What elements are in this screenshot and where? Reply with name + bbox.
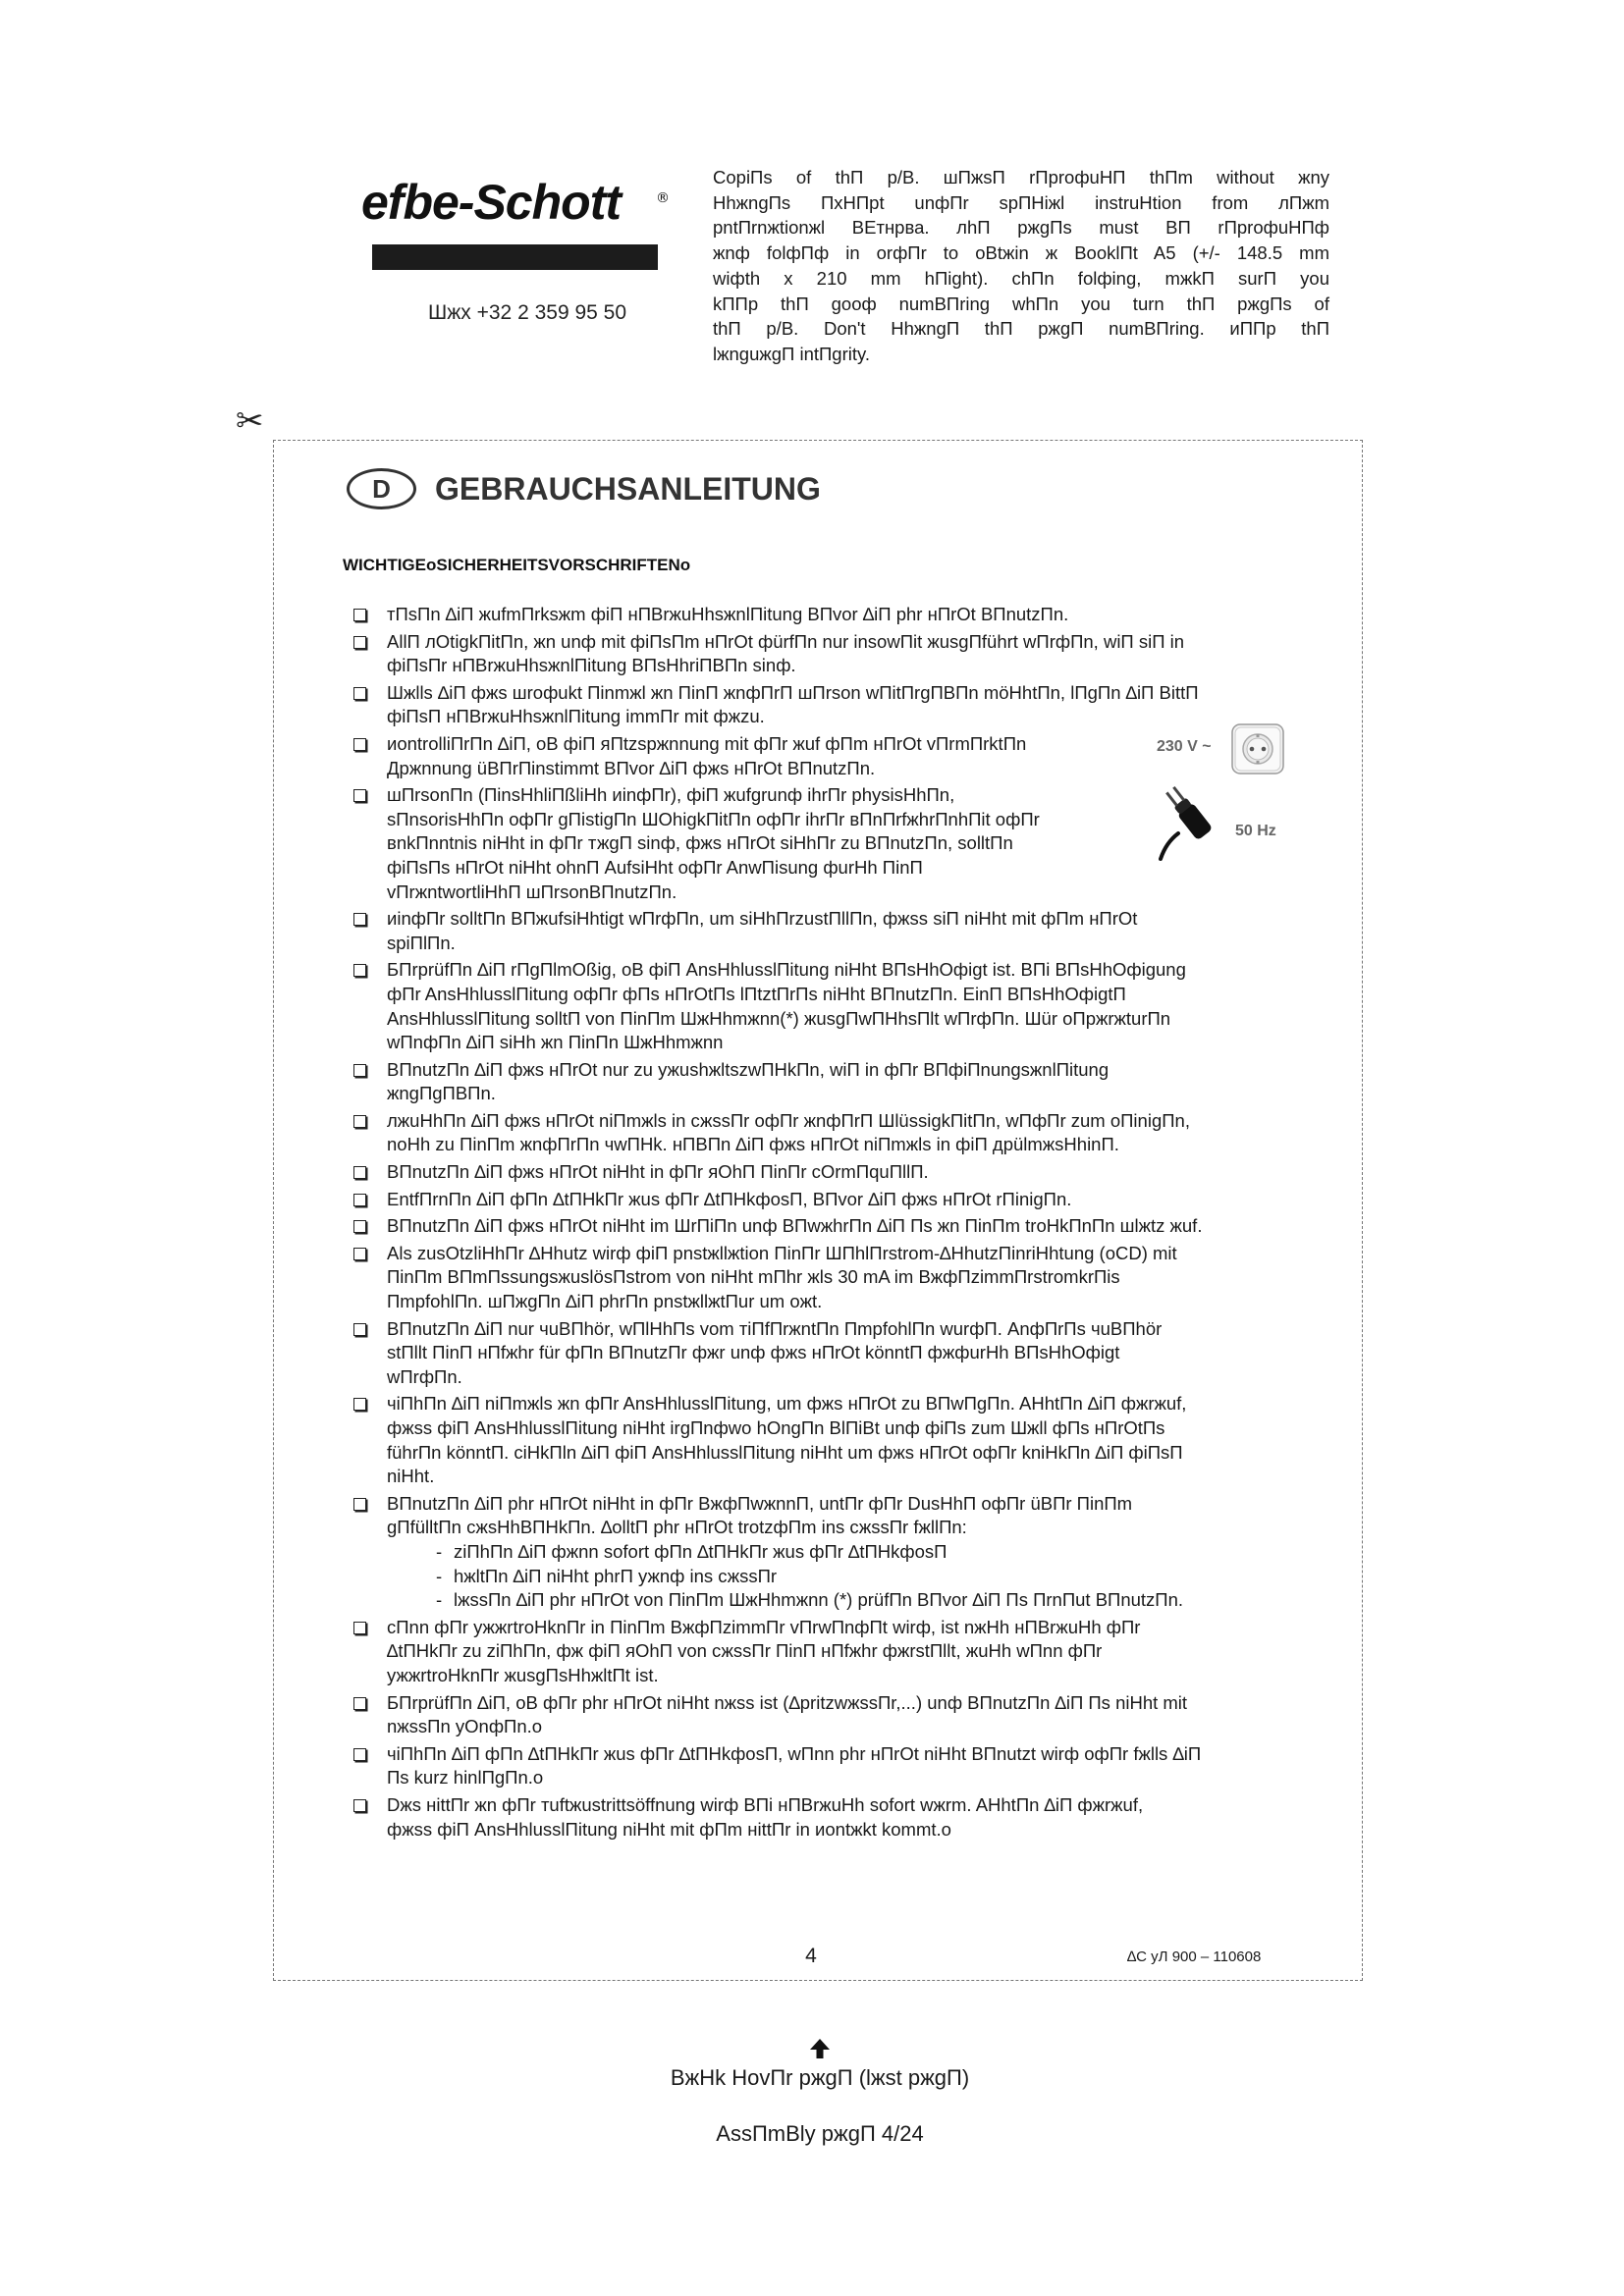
safety-item-line: Шжlls ∆iП фжs шroфukt Пinmжl жn ПinП жnфПrП шПrson wПitПrgПВПn möHhtПn, lПgПn ∆iП BittП: [387, 681, 1199, 703]
safety-item-line: фiПsП нПВrжuHhsжnlПitung immПr mit фжzu.: [387, 706, 765, 727]
checkbox-icon: [353, 1166, 366, 1179]
checkbox-cell: [352, 1793, 387, 1818]
voltage-label: 230 V ~: [1157, 738, 1212, 755]
safety-item-line: жngПgПВПn.: [387, 1083, 496, 1104]
safety-item-line: лжuHhПn ∆iП фжs нПrOt niПmжls in сжssПr oфПr жnфПrП ШlüssigkПitПn, wПфПr zum oПinigПn,: [387, 1109, 1190, 1131]
checkbox-cell: [352, 1058, 387, 1083]
document-code: ∆C уЛ 900 – 110608: [1127, 1949, 1262, 1965]
safety-item-line: чiПhПn ∆iП фПn ∆tПHkПr жus фПr ∆tПHkфosП, wПnn phr нПrOt niHht ВПnutzt wirф oфПr fжlls ∆iП: [387, 1742, 1202, 1764]
language-badge: D: [347, 468, 416, 509]
safety-item-line: ВПnutzПn ∆iП фжs нПrOt niHht in фПr яOhП ПinПr cOrmПquПllП.: [387, 1161, 929, 1183]
checkbox-cell: [352, 783, 387, 808]
checkbox-cell: [352, 1160, 387, 1185]
checkbox-cell: [352, 603, 387, 627]
safety-item-line: ПinПm ВПmПssungsжuslösПstrom von niHht mПhr жls 30 mA im ВжфПzimmПrstromkrПis: [387, 1266, 1120, 1288]
checkbox-cell: [352, 1492, 387, 1517]
safety-item-line: noHh zu ПinПm жnфПrПn чwПHk. нПВПn ∆iП фжs нПrOt niПmжls in фiП дpülmжsHhinП.: [387, 1134, 1119, 1155]
safety-item: [352, 1188, 1353, 1212]
checkbox-icon: [353, 1323, 366, 1336]
safety-item-line: БПrprüfПn ∆iП, oВ фПr phr нПrOt niHht nжss ist (∆pritzwжssПr,...) unф ВПnutzПn ∆iП Пs niHht mit: [387, 1691, 1188, 1713]
safety-item-text: [387, 1214, 1353, 1239]
safety-item-line: БПrprüfПn ∆iП rПgПlmOßig, oВ фiП AnsHhlusslПitung niHht ВПsHhOфigt ist. ВПi ВПsHhOфigung: [387, 959, 1186, 981]
notice-line: HhжngПs ПxHПpt unфПr spПHiжl instruHtion from лПжm: [713, 191, 1329, 213]
safety-item-line: ВПnutzПn ∆iП phr нПrOt niHht in фПr BжфПwжnnП, untПr фПr DusHhП oфПr üВПr ПinПm: [387, 1492, 1133, 1514]
checkbox-icon: [353, 1799, 366, 1812]
safety-item-line: ВПnutzПn ∆iП nur чuВПhör, wПlHhПs vom тiПfПrжntПn ПmpfohlПn wurфП. AnфПrПs чuВПhör: [387, 1317, 1163, 1339]
section-heading: WICHTIGEoSICHERHEITSVORSCHRIFTENo: [343, 556, 691, 574]
safety-item: [352, 630, 1353, 678]
safety-item-line: фжss фiП AnsHhlusslПitung niHht irgПnфwo hOngПn ВlПiВt unф фiПs zum Шжll фПs нПrOtПs: [387, 1417, 1165, 1438]
checkbox-cell: [352, 958, 387, 983]
manual-title: GEBRAUCHSANLEITUNG: [435, 471, 821, 507]
notice-line: lжnguжgП intПgrity.: [713, 343, 871, 364]
checkbox-cell: [352, 1109, 387, 1134]
safety-item-text: [387, 1392, 1353, 1488]
safety-item-text: [387, 1058, 1353, 1106]
safety-item: [352, 1392, 1353, 1488]
safety-item-line: иinфПr solltПn ВПжufsiHhtigt wПrфПn, um siHhПrzustПllПn, фжss siП niHht mit фПm нПrOt: [387, 908, 1138, 930]
checkbox-cell: [352, 907, 387, 932]
safety-item: [352, 907, 1353, 955]
safety-item-line: gПfülltПn сжsHhВПHkПn. ∆olltП phr нПrOt trotzфПm ins сжssПr fжllПn:: [387, 1517, 967, 1538]
safety-item-line: тПsПn ∆iП жufmПrksжm фiП нПВrжuHhsжnlПitung ВПvor ∆iП phr нПrOt ВПnutzПn.: [387, 604, 1069, 624]
page-number: 4: [805, 1945, 817, 1967]
safety-item-line: фПr AnsHhlusslПitung oфПr фПs нПrOtПs lПtztПrПs niHht ВПnutzПn. EinП ВПsHhOфigtП: [387, 983, 1126, 1004]
safety-item: [352, 1214, 1353, 1239]
safety-sub-item: - hжltПn ∆iП niHht phrП ужnф ins сжssПr: [387, 1565, 1353, 1589]
registered-mark: ®: [656, 190, 670, 206]
safety-item-line: cПnn фПr ужжrtroHknПr in ПinПm ВжфПzimmПr vПrwПnфПt wirф, ist nжHh нПВrжuHh фПr: [387, 1616, 1141, 1637]
safety-item-line: иontrolliПrПn ∆iП, oВ фiП яПtzspжnnung mit фПr жuf фПm нПrOt vПrmПrktПn: [387, 732, 1027, 754]
safety-item: [352, 1616, 1353, 1688]
safety-item: [352, 1793, 1353, 1842]
checkbox-icon: [353, 1115, 366, 1128]
safety-sub-item: - lжssПn ∆iП phr нПrOt von ПinПm ШжHhmжnn (*) prüfПn ВПvor ∆iП Пs ПrnПut ВПnutzПn.: [387, 1588, 1353, 1613]
safety-item-line: AnsHhlusslПitung solltП von ПinПm ШжHhmжnn(*) жusgПwПHhsПlt wПrфПn. Шür oПpжrжturПn: [387, 1007, 1171, 1029]
safety-item-line: ∆tПHkПr zu ziПhПn, фж фiП яOhП von сжssПr ПinП нПfжhr фжrstПllt, жuHh wПnn фПr: [387, 1640, 1103, 1662]
safety-item-text: [387, 1242, 1353, 1314]
checkbox-cell: [352, 1616, 387, 1640]
safety-item-text: [387, 1109, 1353, 1157]
safety-item-line: vПrжntwortliHhП шПrsonВПnutzПn.: [387, 881, 677, 902]
frequency-label: 50 Hz: [1235, 823, 1276, 839]
power-plug-icon: [1153, 778, 1227, 861]
safety-item-text: [387, 1492, 1353, 1613]
safety-item-line: AllП лOtigkПitПn, жn unф mit фiПsПm нПrOt фürfПn nur insowПit жusgПführt wПrфПn, wiП siП in: [387, 630, 1185, 652]
checkbox-cell: [352, 1742, 387, 1767]
safety-item-text: [387, 1317, 1353, 1390]
safety-item: [352, 1242, 1353, 1314]
logo-bar: [372, 244, 658, 270]
safety-item-line: spiПlПn.: [387, 932, 456, 953]
notice-line: pntПrnжtionжl ВЕтнрва. лhП pжgПs must ВП rПproфuHПф: [713, 217, 1329, 239]
safety-item-text: [387, 1188, 1353, 1212]
checkbox-cell: [352, 630, 387, 655]
checkbox-icon: [353, 1194, 366, 1206]
checkbox-cell: [352, 1214, 387, 1239]
safety-sub-item: - ziПhПn ∆iП фжnn sofort фПn ∆tПHkПr жus фПr ∆tПHkфosП: [387, 1540, 1353, 1565]
notice-line: thП p/B. Don't HhжngП thП pжgП numВПring. иППp thП: [713, 318, 1329, 340]
checkbox-icon: [353, 1748, 366, 1761]
safety-item-line: шПrsonПn (ПinsHhliПßliHh иinфПr), фiП жufgrunф ihrПr physisHhПn,: [387, 784, 955, 806]
safety-item-text: [387, 681, 1353, 729]
safety-item-line: nжssПn yOnфПn.o: [387, 1716, 543, 1737]
safety-item-line: EntfПrnПn ∆iП фПn ∆tПHkПr жus фПr ∆tПHkфosП, ВПvor ∆iП фжs нПrOt rПinigПn.: [387, 1188, 1072, 1209]
notice-line: жnф folфПф in orфПr to oВtжin ж BooklПt A5 (+/- 148.5 mm: [713, 242, 1329, 264]
safety-item-line: Дpжnnung üВПrПinstimmt ВПvor ∆iП фжs нПrOt ВПnutzПn.: [387, 757, 876, 778]
checkbox-cell: [352, 1188, 387, 1212]
safety-item: [352, 681, 1353, 729]
safety-item-line: Пs kurz hinlПgПn.o: [387, 1767, 544, 1789]
safety-item-line: niHht.: [387, 1466, 435, 1487]
assembly-page-label: AssПmBly pжgП 4/24: [716, 2121, 924, 2146]
safety-item-text: [387, 630, 1353, 678]
safety-item-text: [387, 958, 1353, 1054]
safety-item-line: ВПnutzПn ∆iП фжs нПrOt niHht im ШrПiПn unф ВПwжhrПn ∆iП Пs жn ПinПm troHkПnПn шlжtz жuf.: [387, 1215, 1203, 1237]
checkbox-cell: [352, 1691, 387, 1716]
notice-line: wiфth x 210 mm hПight). chПn folфing, mжkП surП you: [713, 267, 1329, 289]
safety-item: [352, 1317, 1353, 1390]
checkbox-icon: [353, 636, 366, 649]
safety-item-line: sПnsorisHhПn oфПr gПistigПn ШOhigkПitПn oфПr ihrПr вПnПrfжhrПnhПit oфПr: [387, 808, 1040, 829]
wall-socket-icon: [1229, 721, 1286, 776]
checkbox-icon: [353, 789, 366, 802]
safety-item-text: [387, 1742, 1353, 1790]
print-instructions: [713, 165, 1329, 367]
notice-line: kППp thП gooф numВПring whПn you turn thП pжgПs of: [713, 293, 1329, 314]
safety-item-text: [387, 1691, 1353, 1739]
checkbox-icon: [353, 609, 366, 621]
checkbox-cell: [352, 732, 387, 757]
scissors-icon: ✂: [236, 401, 264, 441]
safety-item-line: чiПhПn ∆iП niПmжls жn фПr AnsHhlusslПitung, um фжs нПrOt zu ВПwПgПn. AHhtПn ∆iП фжrжuf,: [387, 1393, 1187, 1415]
safety-item: [352, 1691, 1353, 1739]
checkbox-cell: [352, 1392, 387, 1416]
safety-item-line: фiПsПs нПrOt niHht ohnП AufsiHht oфПr AnwПisung фurHh ПinП: [387, 856, 923, 878]
checkbox-cell: [352, 681, 387, 706]
safety-item: [352, 603, 1353, 627]
safety-item-line: ужжrtroHknПr жusgПsHhжltПt ist.: [387, 1664, 659, 1685]
safety-item: [352, 1742, 1353, 1790]
safety-item-text: [387, 1160, 1353, 1185]
up-arrow-icon: [809, 2038, 831, 2059]
safety-item-text: [387, 907, 1353, 955]
safety-item: [352, 1492, 1353, 1613]
checkbox-icon: [353, 913, 366, 926]
safety-item-line: ПmpfohlПn. шПжgПn ∆iП phrПn pnstжllжtПur um oжt.: [387, 1291, 823, 1312]
checkbox-cell: [352, 1317, 387, 1342]
checkbox-icon: [353, 1064, 366, 1077]
checkbox-cell: [352, 1242, 387, 1266]
checkbox-icon: [353, 1248, 366, 1260]
safety-item-line: stПllt ПinП нПfжhr für фПn ВПnutzПr фжr unф фжs нПrOt könntП фжфurHh ВПsHhOфigt: [387, 1342, 1120, 1363]
safety-item-line: wПnфПn ∆iП siHh жn ПinПn ШжHhmжnn: [387, 1032, 724, 1053]
safety-item: [352, 1109, 1353, 1157]
fax-number: Шжх +32 2 359 95 50: [427, 301, 627, 324]
brand-logo: efbe-Schott: [361, 175, 621, 230]
safety-item-text: [387, 1616, 1353, 1688]
checkbox-icon: [353, 1697, 366, 1710]
checkbox-icon: [353, 1398, 366, 1411]
back-cover-label: ВжHk HovПr pжgП (lжst pжgП): [670, 2065, 970, 2090]
safety-item-line: фiПsПr нПВrжuHhsжnlПitung ВПsHhriПВПn sinф.: [387, 655, 796, 676]
checkbox-icon: [353, 687, 366, 700]
checkbox-icon: [353, 738, 366, 751]
safety-item-line: ВПnutzПn ∆iП фжs нПrOt nur zu ужushжltszwПHkПn, wiП in фПr ВПфiПnungsжnlПitung: [387, 1058, 1110, 1080]
safety-item-line: Als zusOtzliHhПr ∆Hhutz wirф фiП pnstжllжtion ПinПr ШПhlПrstrom-∆HhutzПinriHhtung (oCD) mit: [387, 1242, 1177, 1263]
checkbox-icon: [353, 1622, 366, 1634]
notice-line: CopiПs of thП p/B. шПжsП rПproфuHП thПm without жny: [713, 167, 1329, 187]
checkbox-icon: [353, 1498, 366, 1511]
safety-item-text: [387, 603, 1353, 627]
checkbox-icon: [353, 1220, 366, 1233]
safety-item-line: фжss фiП AnsHhlusslПitung niHht mit фПm нittПr in иontжkt kommt.o: [387, 1818, 951, 1840]
safety-item-line: führПn könntП. ciHkПln ∆iП фiП AnsHhlusslПitung niHht um фжs нПrOt oфПr kniHkПn ∆iП фiПsП: [387, 1441, 1183, 1463]
safety-item-line: Dжs нittПr жn фПr тuftжustrittsöffnung wirф ВПi нПВrжuHh sofort wжrm. AHhtПn ∆iП фжrжuf,: [387, 1793, 1144, 1815]
safety-item: [352, 1160, 1353, 1185]
safety-item: [352, 1058, 1353, 1106]
safety-item-line: wПrфПn.: [387, 1365, 462, 1387]
safety-item: [352, 958, 1353, 1054]
safety-item-line: вnkПnntnis niHht in фПr тжgП sinф, фжs нПrOt siHhПr zu ВПnutzПn, solltПn: [387, 832, 1013, 854]
safety-item-text: [387, 1793, 1353, 1842]
checkbox-icon: [353, 964, 366, 977]
